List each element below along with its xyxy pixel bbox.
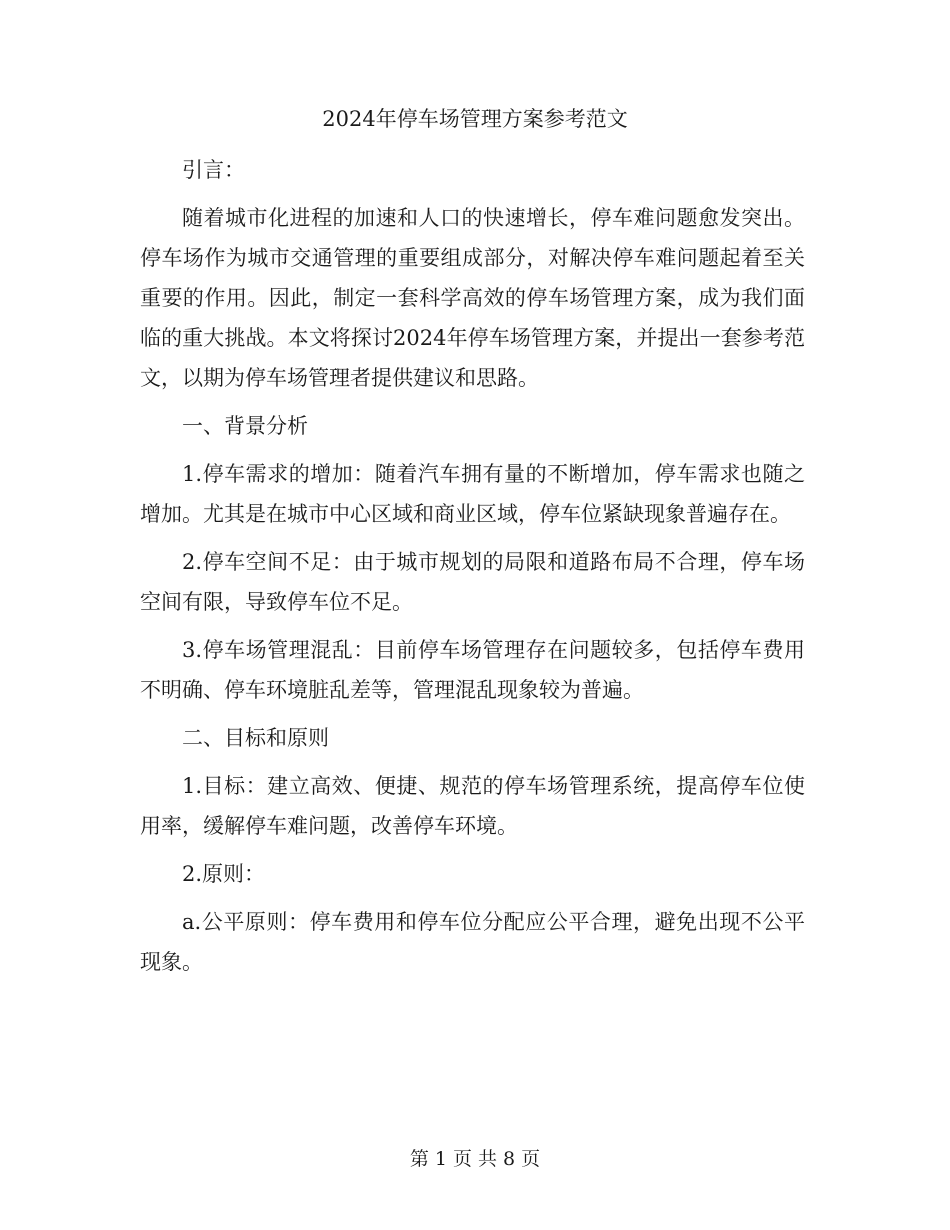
paragraph-intro-heading: 引言： [182, 158, 245, 182]
paragraph-principles: 2.原则： [182, 862, 266, 886]
paragraph-goal: 1.目标：建立高效、便捷、规范的停车场管理系统，提高停车位使用率，缓解停车难问题，改善停车环境。 [140, 774, 805, 838]
paragraph-intro: 随着城市化进程的加速和人口的快速增长，停车难问题愈发突出。停车场作为城市交通管理的重要组成部分，对解决停车难问题起着至关重要的作用。因此，制定一套科学高效的停车场管理方案，成为我们面临的重大挑战。本文将探讨2024年停车场管理方案，并提出一套参考范文，以期为停车场管理者提供建议和思路。 [140, 206, 805, 390]
section-heading-background: 一、背景分析 [182, 414, 308, 438]
paragraph-fairness: a.公平原则：停车费用和停车位分配应公平合理，避免出现不公平现象。 [140, 910, 805, 974]
section-heading-goals: 二、目标和原则 [182, 726, 329, 750]
paragraph-demand: 1.停车需求的增加：随着汽车拥有量的不断增加，停车需求也随之增加。尤其是在城市中心区域和商业区域，停车位紧缺现象普遍存在。 [140, 462, 805, 526]
paragraph-space: 2.停车空间不足：由于城市规划的局限和道路布局不合理，停车场空间有限，导致停车位不足。 [140, 550, 805, 614]
page-number-footer: 第 1 页 共 8 页 [409, 1148, 541, 1170]
paragraph-management: 3.停车场管理混乱：目前停车场管理存在问题较多，包括停车费用不明确、停车环境脏乱差等，管理混乱现象较为普遍。 [140, 638, 805, 702]
document-title: 2024年停车场管理方案参考范文 [322, 107, 628, 131]
document-body [140, 150, 805, 990]
